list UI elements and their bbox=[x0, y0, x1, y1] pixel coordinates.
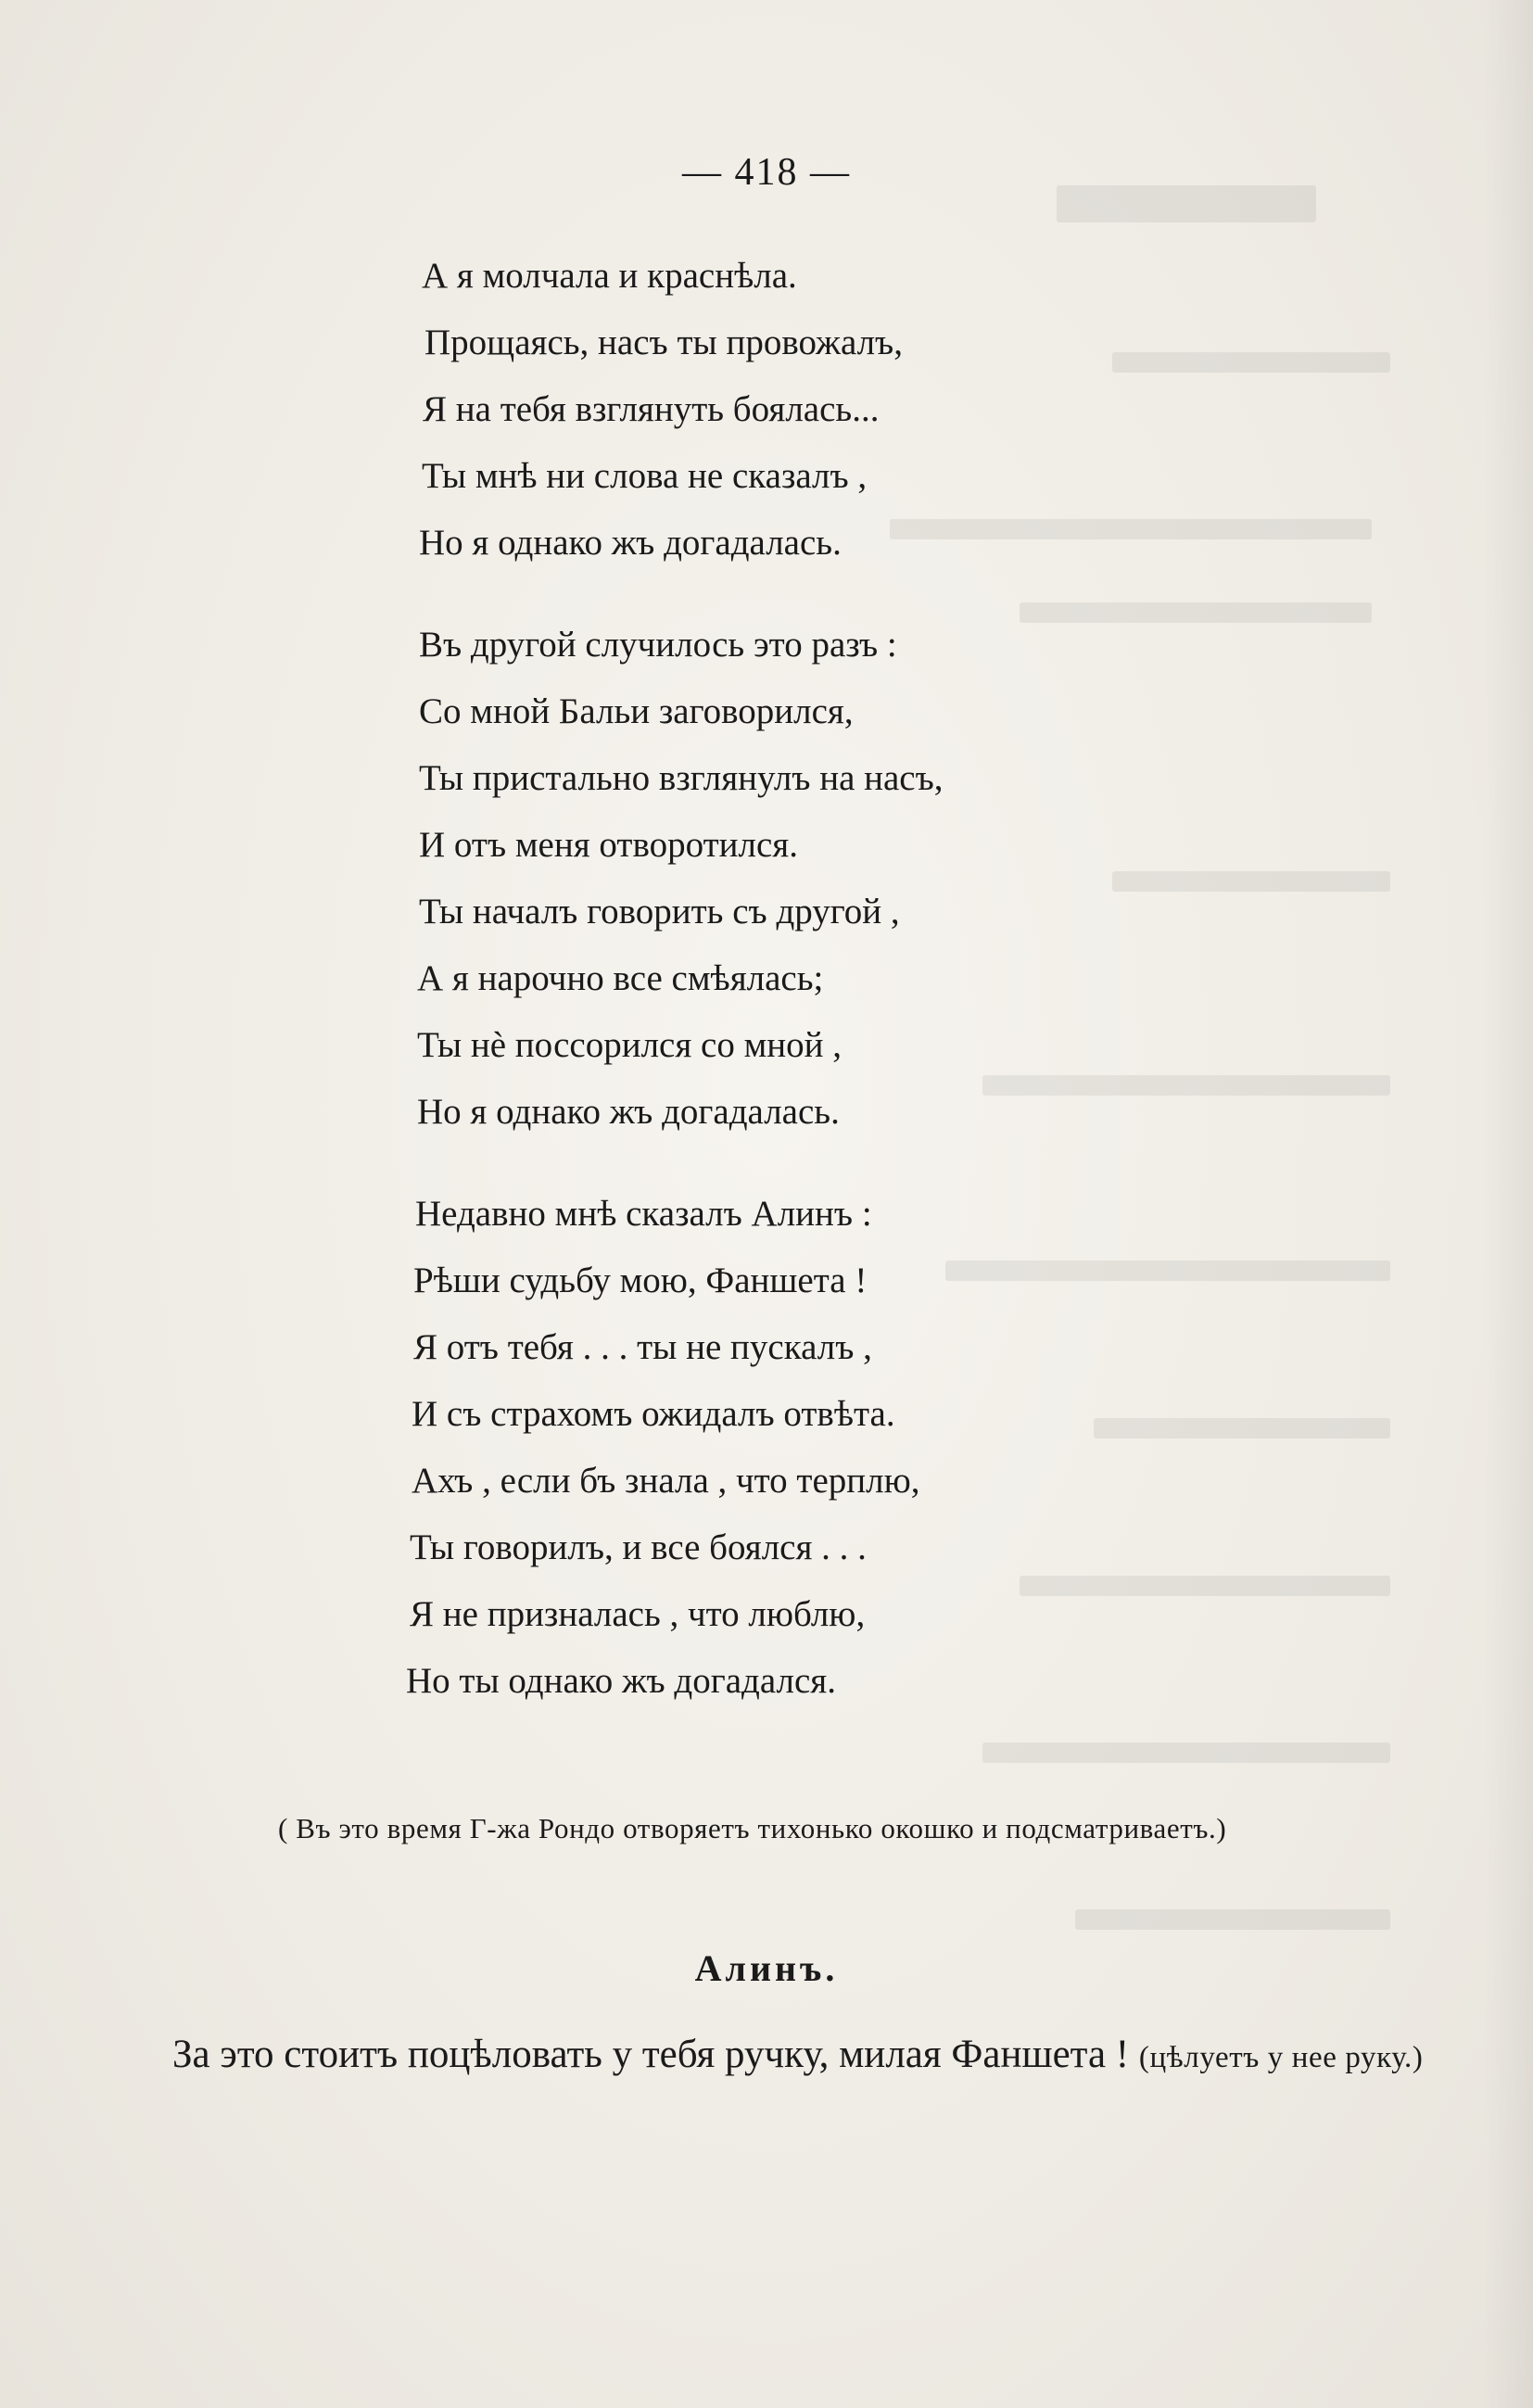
verse-line: А я молчала и краснѣла. bbox=[422, 256, 797, 296]
verse-line: Рѣши судьбу мою, Фаншета ! bbox=[413, 1261, 868, 1300]
verse-line: Я на тебя взглянуть боялась... bbox=[423, 389, 880, 429]
verse-line: Ты мнѣ ни слова не сказалъ , bbox=[422, 456, 868, 496]
verse-line: Ты пристально взглянулъ на насъ, bbox=[419, 758, 944, 798]
page-number: — 418 — bbox=[682, 151, 851, 194]
verse-block bbox=[0, 243, 1533, 1750]
verse-line: Но ты однако жъ догадался. bbox=[406, 1661, 836, 1701]
verse-line: Ты говорилъ, и все боялся . . . bbox=[410, 1527, 867, 1567]
verse-line: Прощаясь, насъ ты провожалъ, bbox=[424, 323, 903, 362]
verse-line: А я нарочно все смѣялась; bbox=[417, 958, 824, 998]
verse-line: Ты началъ говорить съ другой , bbox=[419, 892, 900, 932]
stanza-3 bbox=[0, 1181, 1533, 1715]
stanza-2 bbox=[0, 612, 1533, 1146]
verse-line: Со мной Бальи заговорился, bbox=[419, 691, 854, 731]
verse-line: И съ страхомъ ожидалъ отвѣта. bbox=[412, 1394, 895, 1434]
verse-line: Недавно мнѣ сказалъ Алинъ : bbox=[415, 1194, 872, 1234]
prose-text: За это стоитъ поцѣловать у тебя ручку, милая Фаншета ! bbox=[172, 2033, 1130, 2076]
speaker-name: Алинъ. bbox=[694, 1947, 839, 1989]
verse-line: Я отъ тебя . . . ты не пускалъ , bbox=[413, 1327, 872, 1367]
inline-stage-direction: (цѣлуетъ у нее руку.) bbox=[1138, 2041, 1424, 2074]
stanza-1 bbox=[0, 243, 1533, 577]
stage-direction: ( Въ это время Г-жа Рондо отворяетъ тихонько окошко и подсматриваетъ.) bbox=[278, 1812, 1227, 1844]
verse-line: Но я однако жъ догадалась. bbox=[419, 523, 842, 563]
prose-paragraph bbox=[172, 2016, 1433, 2097]
verse-line: Ты нѐ поссорился со мной , bbox=[417, 1025, 843, 1065]
verse-line: Но я однако жъ догадалась. bbox=[417, 1092, 840, 1132]
verse-line: И отъ меня отворотился. bbox=[419, 825, 798, 865]
verse-line: Въ другой случилось это разъ : bbox=[419, 625, 897, 665]
verse-line: Ахъ , если бъ знала , что терплю, bbox=[412, 1461, 920, 1501]
verse-line: Я не призналась , что люблю, bbox=[410, 1594, 866, 1634]
